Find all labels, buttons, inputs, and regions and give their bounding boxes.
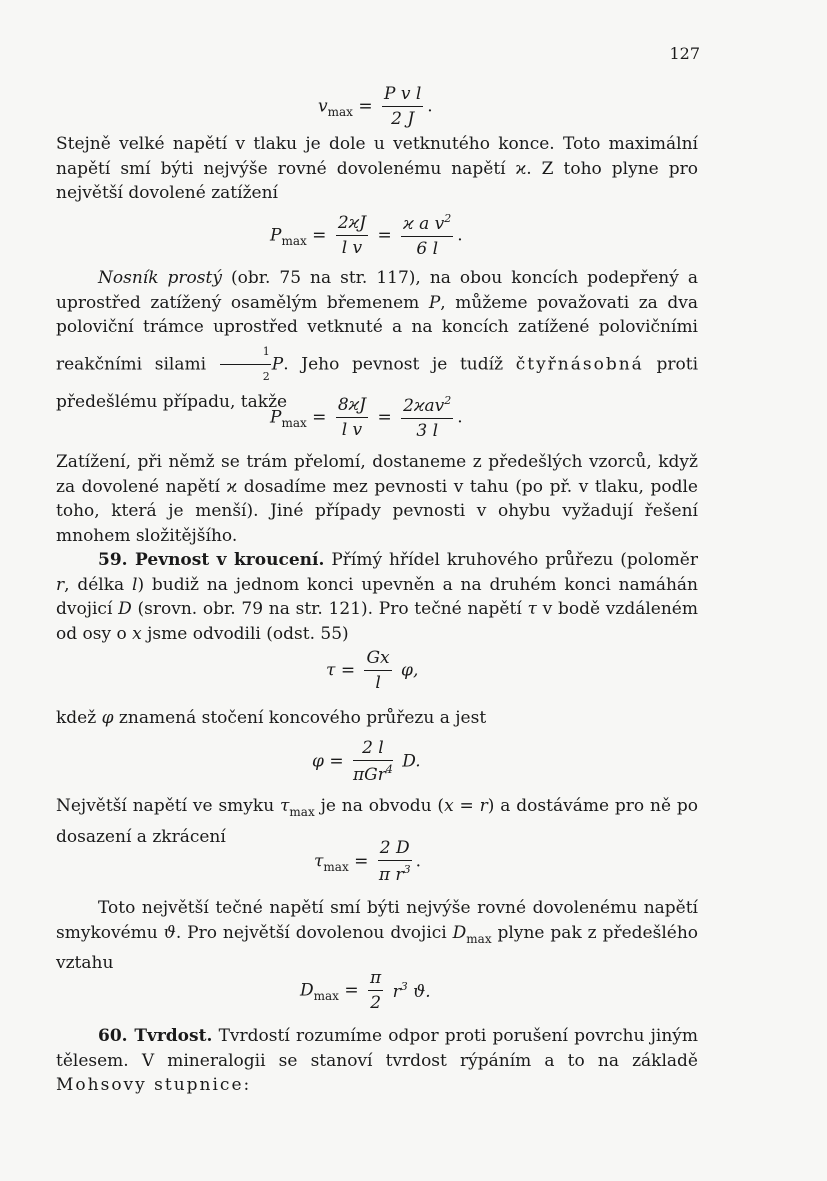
paragraph-max-stress: Stejně velké napětí v tlaku je dole u vetknutého konce. Toto maximální napětí smí býti nejvýše rovné dovolenému napětí ϰ. Z toho plyne pro největší dovolené zatížení xyxy=(56,134,698,204)
section-60-hardness: 60. Tvrdost. Tvrdostí rozumíme odpor proti porušení povrchu jiným tělesem. V mineralogii se stanoví tvrdost rýpáním a to na základě Mohsovy stupnice: xyxy=(56,1026,698,1096)
equation-tau-max: $\tau_{max}$ = $\frac{2 D}{\pi r^3}$ . xyxy=(314,838,422,885)
section-59-torsion: 59. Pevnost v kroucení. Přímý hřídel kruhového průřezu (poloměr r, délka l) budiž na jednom konci upevněn a na druhém konci namáhán dvojicí D (srovn. obr. 79 na str. 121). Pro tečné napětí τ v bodě vzdáleném od osy o x jsme odvodili (odst. 55) xyxy=(56,550,698,644)
equation-tau: τ = $\frac{Gx}{l}$ φ, xyxy=(326,648,419,693)
equation-phi: φ = $\frac{2 l}{\pi Gr^4}$ D. xyxy=(312,738,421,785)
equation-v-max: $v_{max}$ = $\frac{\text{P v l}}{2 J}$ . xyxy=(318,84,433,129)
paragraph-phi-definition: kdež φ znamená stočení koncového průřezu a jest xyxy=(56,708,487,728)
page-number: 127 xyxy=(669,44,700,63)
paragraph-allowed-torque: Toto největší tečné napětí smí býti nejvýše rovné dovolenému napětí smykovému ϑ. Pro největší dovolenou dvojici $D_{max}$ plyne pak z předešlého vztahu xyxy=(56,898,699,974)
paragraph-simple-beam: Nosník prostý (obr. 75 na str. 117), na obou koncích podepřený a uprostřed zatížený osamělým břemenem P, můžeme považovati za dva poloviční trámce uprostřed vetknuté a na koncích zatížené polovičními reakčními silami $\frac{1}{2}$ P. Jeho pevnost je tudíž čtyřnásobná proti předešlému případu, takže xyxy=(56,268,699,412)
paragraph-max-shear: Největší napětí ve smyku $\tau_{max}$ je na obvodu (x = r) a dostáváme pro ně po dosazení a zkrácení xyxy=(56,796,698,847)
equation-p-max-simple: $P_{max}$ = $\frac{8ϰJ}{\text{l v}}$ = $\frac{2ϰav^2}{3 l}$ . xyxy=(270,394,463,441)
equation-p-max-cantilever: $P_{max}$ = $\frac{2ϰJ}{\text{l v}}$ = $\frac{ϰ a v^2}{6 l}$ . xyxy=(270,212,463,259)
equation-d-max: $D_{max}$ = $\frac{\pi}{2}$ $r^3$ ϑ. xyxy=(300,968,431,1013)
paragraph-breaking-load: Zatížení, při němž se trám přelomí, dostaneme z předešlých vzorců, když za dovolené napětí ϰ dosadíme mez pevnosti v tahu (po př. v tlaku, podle toho, která je menší). Jiné případy pevnosti v ohybu vyžadují řešení mnohem složitějšího. xyxy=(56,452,698,546)
